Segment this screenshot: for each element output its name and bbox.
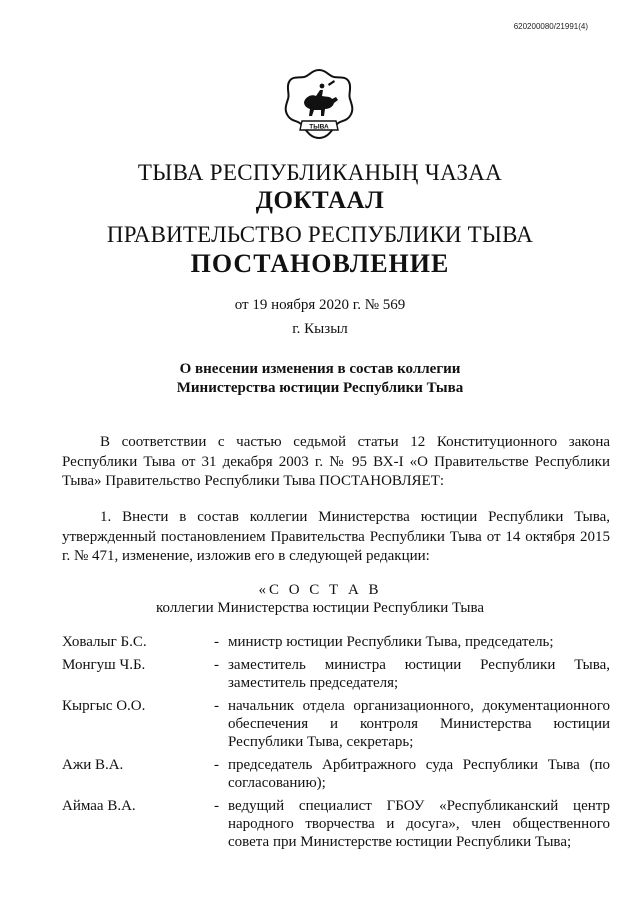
member-role: министр юстиции Республики Тыва, председатель; [228, 634, 554, 650]
member-dash: - [214, 757, 219, 773]
member-dash: - [214, 698, 219, 714]
member-dash: - [214, 634, 219, 650]
member-row [62, 797, 610, 851]
composition-title: «С О С Т А В [258, 582, 382, 598]
paragraph-clause-1: 1. Внести в состав коллегии Министерства юстиции Республики Тыва, утвержденный постановлением Правительства Республики Тыва от 14 октября 2015 г. № 471, изменение, изложив его в следующей редакции: [62, 509, 610, 564]
paragraph-preamble: В соответствии с частью седьмой статьи 12 Конституционного закона Республики Тыва от 31 декабря 2003 г. № 95 ВХ-I «О Правительстве Республики Тыва» Правительство Республики Тыва ПОСТАНОВЛЯЕТ: [62, 434, 610, 489]
member-name: Кыргыс О.О. [62, 698, 146, 714]
document-type-russian: ПОСТАНОВЛЕНИЕ [190, 249, 450, 278]
member-row [62, 633, 610, 651]
tuva-emblem-icon [282, 66, 356, 146]
title-tuvan: ТЫВА РЕСПУБЛИКАНЫҢ ЧАЗАА [137, 160, 503, 185]
member-row [62, 656, 610, 692]
member-name: Аймаа В.А. [62, 798, 136, 814]
members-list [62, 633, 610, 856]
member-row [62, 756, 610, 792]
member-dash: - [214, 657, 219, 673]
document-subject [0, 360, 640, 398]
member-role: ведущий специалист ГБОУ «Республиканский центр народного творчества и досуга», член общественного совета при Министерстве юстиции Республики Тыва; [228, 798, 610, 850]
member-dash: - [214, 798, 219, 814]
composition-subtitle: коллегии Министерства юстиции Республики Тыва [155, 600, 485, 616]
member-name: Монгуш Ч.Б. [62, 657, 146, 673]
subject-line: О внесении изменения в состав коллегии [179, 361, 461, 377]
member-name: Ажи В.А. [62, 757, 124, 773]
document-type-tuvan: ДОКТААЛ [255, 187, 385, 214]
subject-line: Министерства юстиции Республики Тыва [176, 380, 464, 396]
emblem-ribbon-text: ТЫВА [309, 123, 329, 131]
title-russian: ПРАВИТЕЛЬСТВО РЕСПУБЛИКИ ТЫВА [106, 222, 534, 247]
member-row [62, 697, 610, 751]
document-id: 620200080/21991(4) [513, 22, 588, 31]
member-role: начальник отдела организационного, документационного обеспечения и контроля Министерства юстиции Республики Тыва, секретарь; [228, 698, 610, 750]
member-role: заместитель министра юстиции Республики Тыва, заместитель председателя; [228, 657, 610, 691]
document-city: г. Кызыл [292, 321, 348, 337]
member-name: Ховалыг Б.С. [62, 634, 147, 650]
member-role: председатель Арбитражного суда Республики Тыва (по согласованию); [228, 757, 610, 791]
document-date: от 19 ноября 2020 г. № 569 [234, 297, 406, 313]
